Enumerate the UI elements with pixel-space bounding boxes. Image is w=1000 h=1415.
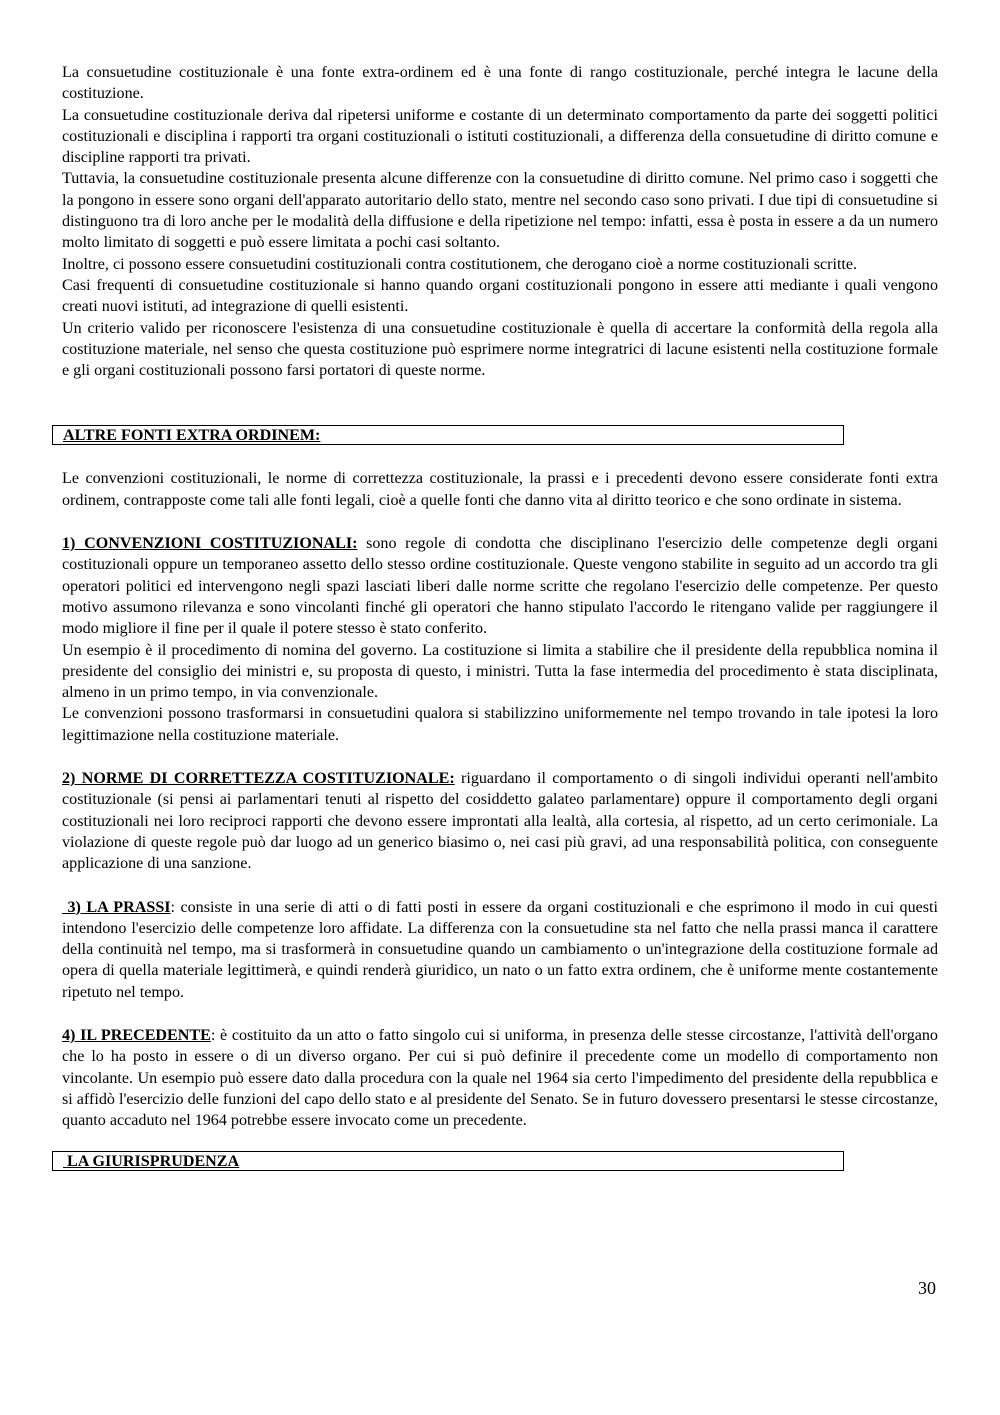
correttezza-paragraph — [62, 768, 938, 874]
paragraph: Un criterio valido per riconoscere l'esistenza di una consuetudine costituzionale è quella di accertare la conformità della regola alla costituzione materiale, nel senso che questa costituzione può esprimere norme integratrici di lacune esistenti nella costituzione formale e gli organi costituzionali possono farsi portatori di queste norme. — [62, 319, 938, 380]
correttezza-text: riguardano il comportamento o di singoli individui operanti nell'ambito costituzionale (si pensi ai parlamentari tenuti al rispetto del cosiddetto galateo parlamentare) oppure il comportamento degli organi costituzionali nei loro reciproci rapporti che devono essere improntati alla lealtà, alla cortesia, al rispetto, ad un certo cerimoniale. La violazione di queste regole può dar luogo ad un generico biasimo o, nei casi più gravi, ad una responsabilità politica, con conseguente applicazione di una sanzione. — [62, 770, 938, 873]
section-heading-giurisprudenza — [52, 1151, 844, 1171]
page-number: 30 — [918, 1278, 936, 1298]
prassi-label: 3) LA PRASSI — [62, 898, 171, 916]
convenzioni-paragraph — [62, 533, 938, 639]
convenzioni-label: 1) CONVENZIONI COSTITUZIONALI: — [62, 535, 358, 553]
paragraph: Le convenzioni possono trasformarsi in consuetudini qualora si stabilizzino uniformemente nel tempo trovando in tale ipotesi la loro legittimazione nella costituzione materiale. — [62, 705, 938, 744]
precedente-paragraph — [62, 1025, 938, 1131]
paragraph: Inoltre, ci possono essere consuetudini costituzionali contra costitutionem, che derogano cioè a norme costituzionali scritte. — [62, 255, 858, 273]
prassi-paragraph — [62, 897, 938, 1003]
paragraph: Un esempio è il procedimento di nomina del governo. La costituzione si limita a stabilire che il presidente della repubblica nomina il presidente del consiglio dei ministri e, su proposta di questo, i ministri. Tutta la fase intermedia del procedimento è stata disciplinata, almeno in un primo tempo, in via convenzionale. — [62, 641, 938, 702]
section-heading-altre-fonti — [52, 425, 844, 445]
prassi-text: : consiste in una serie di atti o di fatti posti in essere da organi costituzionali e che esprimono il modo in cui questi intendono l'esercizio delle competenze loro affidate. La differenza con la consuetudine sta nel fatto che nella prassi manca il carattere della continuità nel tempo, ma si trasformerà in consuetudine quando un cambiamento o un'integrazione della costituzione formale ad opera di quella materiale legittimerà, e quindi renderà giuridico, un nato o un fatto extra ordinem, che è uniforme mente costantemente ripetuto nel tempo. — [62, 898, 938, 1001]
correttezza-label: 2) NORME DI CORRETTEZZA COSTITUZIONALE: — [62, 770, 455, 788]
paragraph: La consuetudine costituzionale deriva dal ripetersi uniforme e costante di un determinato comportamento da parte dei soggetti politici costituzionali e disciplina i rapporti tra organi costituzionali o istituti costituzionali, a differenza della consuetudine di diritto comune e discipline rapporti tra privati. — [62, 106, 938, 167]
paragraph: Tuttavia, la consuetudine costituzionale presenta alcune differenze con la consuetudine di diritto comune. Nel primo caso i soggetti che la pongono in essere sono organi dell'apparato autoritario dello stato, mentre nel secondo caso sono privati. I due tipi di consuetudine si distinguono tra di loro anche per le modalità della diffusione e della ripetizione nel tempo: infatti, essa è posta in essere a da un numero molto limitato di soggetti e può essere limitata a pochi casi soltanto. — [62, 170, 938, 252]
paragraph: Le convenzioni costituzionali, le norme di correttezza costituzionale, la prassi e i precedenti devono essere considerate fonti extra ordinem, contrapposte come tali alle fonti legali, cioè a quelle fonti che danno vita al diritto teorico e che sono ordinate in sistema. — [62, 470, 938, 509]
precedente-label: 4) IL PRECEDENTE — [62, 1026, 211, 1044]
section-heading-text: LA GIURISPRUDENZA — [63, 1153, 240, 1171]
precedente-text: : è costituito da un atto o fatto singolo cui si uniforma, in presenza delle stesse circostanze, l'attività dell'organo che lo ha posto in essere o di un diverso organo. Per cui si può definire il precedente come un modello di comportamento non vincolante. Un esempio può essere dato dalla procedura con la quale nel 1964 sia certo l'impedimento del presidente della repubblica e si affidò l'esercizio delle funzioni del capo dello stato e al presidente del Senato. Se in futuro dovessero presentarsi le stesse circostanze, quanto accaduto nel 1964 potrebbe essere invocato come un precedente. — [62, 1026, 938, 1130]
paragraph: La consuetudine costituzionale è una fonte extra-ordinem ed è una fonte di rango costituzionale, perché integra le lacune della costituzione. — [62, 64, 938, 103]
paragraph: Casi frequenti di consuetudine costituzionale si hanno quando organi costituzionali pongono in essere atti mediante i quali vengono creati nuovi istituti, ad integrazione di quelli esistenti. — [62, 276, 938, 316]
section-heading-text: ALTRE FONTI EXTRA ORDINEM: — [63, 427, 321, 445]
convenzioni-text: sono regole di condotta che disciplinano l'esercizio delle competenze degli organi costituzionali oppure un temporaneo assetto dello stesso ordine costituzionale. Queste vengono stabilite in seguito ad un accordo tra gli operatori politici ed intervengono negli spazi lasciati liberi dalle norme scritte che regolano l'esercizio delle competenze. Per questo motivo assumono rilevanza e sono vincolanti finché gli operatori che hanno stipulato l'accordo le ritengano valide per raggiungere il modo migliore il fine per il quale il potere stesso è stato conferito. — [62, 535, 938, 638]
document-page — [62, 62, 938, 1171]
